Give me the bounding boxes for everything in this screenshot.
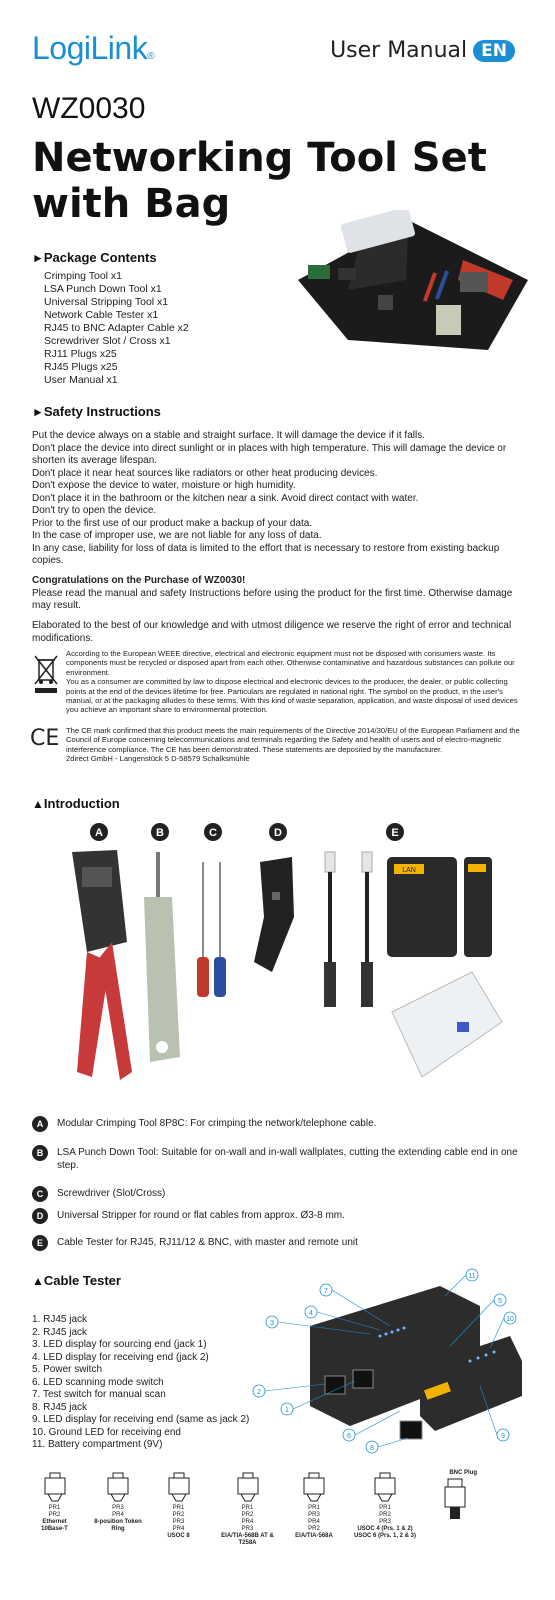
safety-line: In any case, liability for loss of data is limited to the effort that is necessary to restore from existing backup copies. bbox=[32, 542, 500, 566]
plug-diagram bbox=[94, 1470, 142, 1533]
bnc-plug-icon bbox=[440, 1477, 470, 1522]
letter-badge-d bbox=[269, 823, 287, 841]
ce-mark-icon: CE bbox=[30, 726, 60, 751]
pointer-icon: ► bbox=[32, 251, 44, 265]
rj-plug-icon bbox=[299, 1470, 329, 1502]
safety-line: Don't expose the device to water, moisture or high humidity. bbox=[32, 480, 296, 491]
plug-label: EIA/TIA-568B AT & T258A bbox=[221, 1533, 274, 1546]
feature-item-b bbox=[32, 1147, 532, 1172]
svg-text:8: 8 bbox=[370, 1445, 374, 1452]
rj-plug-icon bbox=[103, 1470, 133, 1502]
congratulations-block bbox=[32, 575, 524, 613]
svg-text:3: 3 bbox=[270, 1320, 274, 1327]
list-item: Network Cable Tester x1 bbox=[44, 309, 159, 321]
svg-text:D: D bbox=[274, 827, 282, 839]
list-item: LSA Punch Down Tool x1 bbox=[44, 283, 162, 295]
plug-label: Ethernet 10Base-T bbox=[41, 1519, 68, 1532]
letter-badge: D bbox=[32, 1208, 48, 1224]
pair-label: PR2 bbox=[379, 1512, 391, 1518]
triangle-icon: ▲ bbox=[32, 1274, 44, 1288]
pointer-icon: ► bbox=[32, 405, 44, 419]
pair-label: PR2 bbox=[172, 1512, 185, 1518]
pair-label: PR3 bbox=[379, 1519, 391, 1525]
tester-parts-list bbox=[32, 1314, 249, 1452]
feature-text: Universal Stripper for round or flat cables from approx. Ø3-8 mm. bbox=[57, 1210, 345, 1221]
package-list bbox=[44, 270, 189, 387]
feature-item-d bbox=[32, 1210, 532, 1224]
product-title: Networking Tool Set with Bag bbox=[32, 135, 487, 227]
cable-tester-diagram bbox=[250, 1266, 530, 1461]
svg-text:C: C bbox=[209, 827, 217, 839]
letter-badge: C bbox=[32, 1186, 48, 1202]
svg-text:11: 11 bbox=[468, 1273, 476, 1280]
feature-item-a bbox=[32, 1118, 532, 1132]
list-item: 4. LED display for receiving end (jack 2) bbox=[32, 1351, 209, 1363]
pair-label: PR3 bbox=[308, 1512, 320, 1518]
plug-label: USOC 8 bbox=[167, 1533, 190, 1539]
ce-notice bbox=[66, 726, 526, 764]
list-item: 10. Ground LED for receiving end bbox=[32, 1426, 181, 1438]
user-manual-label bbox=[330, 38, 515, 63]
plug-label: 8-position Token Ring bbox=[94, 1519, 142, 1532]
letter-badge: E bbox=[32, 1235, 48, 1251]
feature-item-c bbox=[32, 1188, 532, 1202]
package-heading-text: Package Contents bbox=[43, 250, 157, 265]
letter-badge-b bbox=[151, 823, 169, 841]
letter-badge-c bbox=[204, 823, 222, 841]
list-item: Universal Stripping Tool x1 bbox=[44, 296, 169, 308]
svg-text:7: 7 bbox=[324, 1288, 328, 1295]
letter-badge: B bbox=[32, 1145, 48, 1161]
list-item: Screwdriver Slot / Cross x1 bbox=[44, 335, 171, 347]
list-item: 9. LED display for receiving end (same as jack 2) bbox=[32, 1414, 250, 1425]
congrats-title: Congratulations on the Purchase of WZ0030! bbox=[32, 575, 246, 586]
feature-item-e bbox=[32, 1237, 532, 1251]
pair-label: PR2 bbox=[308, 1526, 320, 1532]
svg-text:9: 9 bbox=[501, 1433, 505, 1440]
weee-bin-icon bbox=[32, 652, 60, 694]
cable-tester-image bbox=[387, 857, 492, 957]
safety-heading-text: Safety Instructions bbox=[43, 404, 161, 419]
svg-text:2: 2 bbox=[257, 1389, 261, 1396]
list-item: 6. LED scanning mode switch bbox=[32, 1376, 164, 1388]
plugs-box-image bbox=[392, 972, 502, 1077]
rj-plug-icon bbox=[233, 1470, 263, 1502]
safety-line: Prior to the first use of our product make a backup of your data. bbox=[32, 517, 313, 529]
svg-text:5: 5 bbox=[498, 1298, 502, 1305]
tools-overview-image bbox=[32, 822, 524, 1097]
pair-label: PR1 bbox=[241, 1505, 254, 1511]
svg-text:LAN: LAN bbox=[402, 867, 416, 874]
cable-tester-heading bbox=[32, 1273, 121, 1288]
logo-text: LogiLink bbox=[32, 30, 148, 66]
screwdrivers-image bbox=[197, 862, 226, 997]
pair-label: PR2 bbox=[48, 1512, 61, 1518]
pair-label: PR4 bbox=[172, 1526, 185, 1532]
letter-badge: A bbox=[32, 1116, 48, 1132]
list-item: 1. RJ45 jack bbox=[32, 1314, 88, 1325]
plug-diagram bbox=[156, 1470, 201, 1540]
package-contents-heading bbox=[32, 250, 157, 265]
model-number: WZ0030 bbox=[32, 92, 146, 125]
list-item: 7. Test switch for manual scan bbox=[32, 1389, 166, 1400]
list-item: 8. RJ45 jack bbox=[32, 1401, 88, 1413]
disclaimer-text: Elaborated to the best of our knowledge and with utmost diligence we reserve the right of error and technical modifications. bbox=[32, 620, 512, 644]
safety-line: Don't try to open the device. bbox=[32, 505, 157, 516]
svg-text:4: 4 bbox=[309, 1310, 313, 1317]
list-item: 3. LED display for sourcing end (jack 1) bbox=[32, 1339, 207, 1350]
pair-label: PR4 bbox=[308, 1519, 320, 1525]
language-badge: EN bbox=[473, 40, 515, 62]
safety-line: Don't place the device into direct sunlight or in places with high temperature. This will damage the device or shorten its average lifespan. bbox=[32, 442, 507, 466]
safety-instructions bbox=[32, 430, 524, 568]
wiring-diagrams bbox=[32, 1470, 532, 1580]
feature-text: Cable Tester for RJ45, RJ11/12 & BNC, with master and remote unit bbox=[57, 1237, 358, 1248]
letter-badge-a bbox=[90, 823, 108, 841]
safety-line: Don't place it near heat sources like radiators or other heat producing devices. bbox=[32, 467, 378, 479]
ce-text: The CE mark confirmed that this product meets the main requirements of the Directive 2014/30/EU of the European Parliament and the Council of Europe concerning telecommunications and terminals regarding the Safety and health of users and of electro-magnetic interference compliance. The CE has been demonstrated. These statements are deposited by the manufacturer. bbox=[66, 726, 520, 754]
rj-plug-icon bbox=[40, 1470, 70, 1502]
pair-label: PR4 bbox=[112, 1512, 124, 1518]
safety-line: Put the device always on a stable and straight surface. It will damage the device if it falls. bbox=[32, 430, 425, 441]
plug-label: BNC Plug bbox=[449, 1470, 477, 1476]
triangle-icon: ▲ bbox=[32, 797, 44, 811]
svg-text:A: A bbox=[95, 827, 103, 839]
weee-notice bbox=[66, 649, 526, 715]
list-item: RJ45 Plugs x25 bbox=[44, 361, 118, 373]
plug-diagram bbox=[220, 1470, 275, 1547]
svg-text:B: B bbox=[156, 827, 164, 839]
congrats-text: Please read the manual and safety Instructions before using the product for the first time. Otherwise damage may result. bbox=[32, 587, 513, 611]
list-item: 5. Power switch bbox=[32, 1364, 103, 1375]
letter-badge-e bbox=[386, 823, 404, 841]
list-item: 2. RJ45 jack bbox=[32, 1326, 88, 1338]
list-item: 11. Battery compartment (9V) bbox=[32, 1439, 163, 1450]
pair-label: PR2 bbox=[241, 1512, 254, 1518]
list-item: RJ45 to BNC Adapter Cable x2 bbox=[44, 322, 189, 334]
introduction-heading bbox=[32, 796, 120, 811]
punch-down-tool-image bbox=[144, 852, 180, 1062]
intro-heading-text: Introduction bbox=[43, 796, 120, 811]
plug-diagram bbox=[32, 1470, 77, 1533]
pair-label: PR3 bbox=[112, 1505, 124, 1511]
manufacturer-address: 2direct GmbH - Langenstück 5 D-58579 Schalksmühle bbox=[66, 754, 250, 764]
weee-text: You as a consumer are committed by law to dispose electrical and electronic devices to the producer, the dealer, or public collecting points at the end of the devices lifetime for free. Particulars are regulated in national right. The symbol on the product, in the user's manual, or at the packaging alludes to these terms. With this kind of waste separation, application, and waste disposal of used devices you achieve an important share to environmental protection. bbox=[66, 677, 518, 715]
safety-line: In the case of improper use, we are not liable for any loss of data. bbox=[32, 530, 322, 541]
plug-label: USOC 4 (Prs. 1 & 2) USOC 6 (Prs. 1, 2 & 3) bbox=[353, 1526, 417, 1539]
pair-label: PR1 bbox=[379, 1505, 391, 1511]
bnc-adapter-cables-image bbox=[324, 852, 373, 1007]
pair-label: PR4 bbox=[241, 1519, 254, 1525]
feature-text: LSA Punch Down Tool: Suitable for on-wall and in-wall wallplates, cutting the extending cable end in one step. bbox=[57, 1147, 518, 1171]
cable-stripper-image bbox=[254, 857, 294, 972]
tool-bag-image bbox=[288, 210, 533, 360]
plug-diagram bbox=[288, 1470, 340, 1540]
list-item: Crimping Tool x1 bbox=[44, 270, 123, 282]
rj-plug-icon bbox=[164, 1470, 194, 1502]
logilink-logo bbox=[32, 30, 154, 67]
plug-diagram bbox=[350, 1470, 420, 1540]
svg-text:6: 6 bbox=[347, 1433, 351, 1440]
safety-line: Don't place it in the bathroom or the kitchen near a sink. Avoid direct contact with water. bbox=[32, 492, 419, 504]
svg-text:10: 10 bbox=[506, 1316, 514, 1323]
rj-plug-icon bbox=[370, 1470, 400, 1502]
list-item: RJ11 Plugs x25 bbox=[44, 348, 117, 360]
pair-label: PR1 bbox=[308, 1505, 320, 1511]
plug-label: EIA/TIA-568A bbox=[295, 1533, 333, 1539]
pair-label: PR1 bbox=[172, 1505, 185, 1511]
feature-text: Screwdriver (Slot/Cross) bbox=[57, 1188, 166, 1199]
svg-text:1: 1 bbox=[285, 1407, 289, 1414]
svg-text:E: E bbox=[391, 827, 399, 839]
plug-diagram bbox=[432, 1470, 477, 1525]
manual-text: User Manual bbox=[330, 38, 468, 63]
tester-heading-text: Cable Tester bbox=[43, 1273, 121, 1288]
crimping-tool-image bbox=[72, 850, 132, 1080]
registered-mark: ® bbox=[147, 51, 155, 62]
safety-heading bbox=[32, 404, 161, 419]
pair-label: PR1 bbox=[48, 1505, 61, 1511]
pair-label: PR3 bbox=[172, 1519, 185, 1525]
feature-text: Modular Crimping Tool 8P8C: For crimping the network/telephone cable. bbox=[57, 1118, 377, 1129]
list-item: User Manual x1 bbox=[44, 374, 118, 386]
weee-text: According to the European WEEE directive, electrical and electronic equipment must not be disposed with consumers waste. Its components must be recycled or disposed apart from each other. Otherwise contaminative and hazardous substances can pollute our environment. bbox=[66, 649, 515, 677]
pair-label: PR3 bbox=[241, 1526, 254, 1532]
